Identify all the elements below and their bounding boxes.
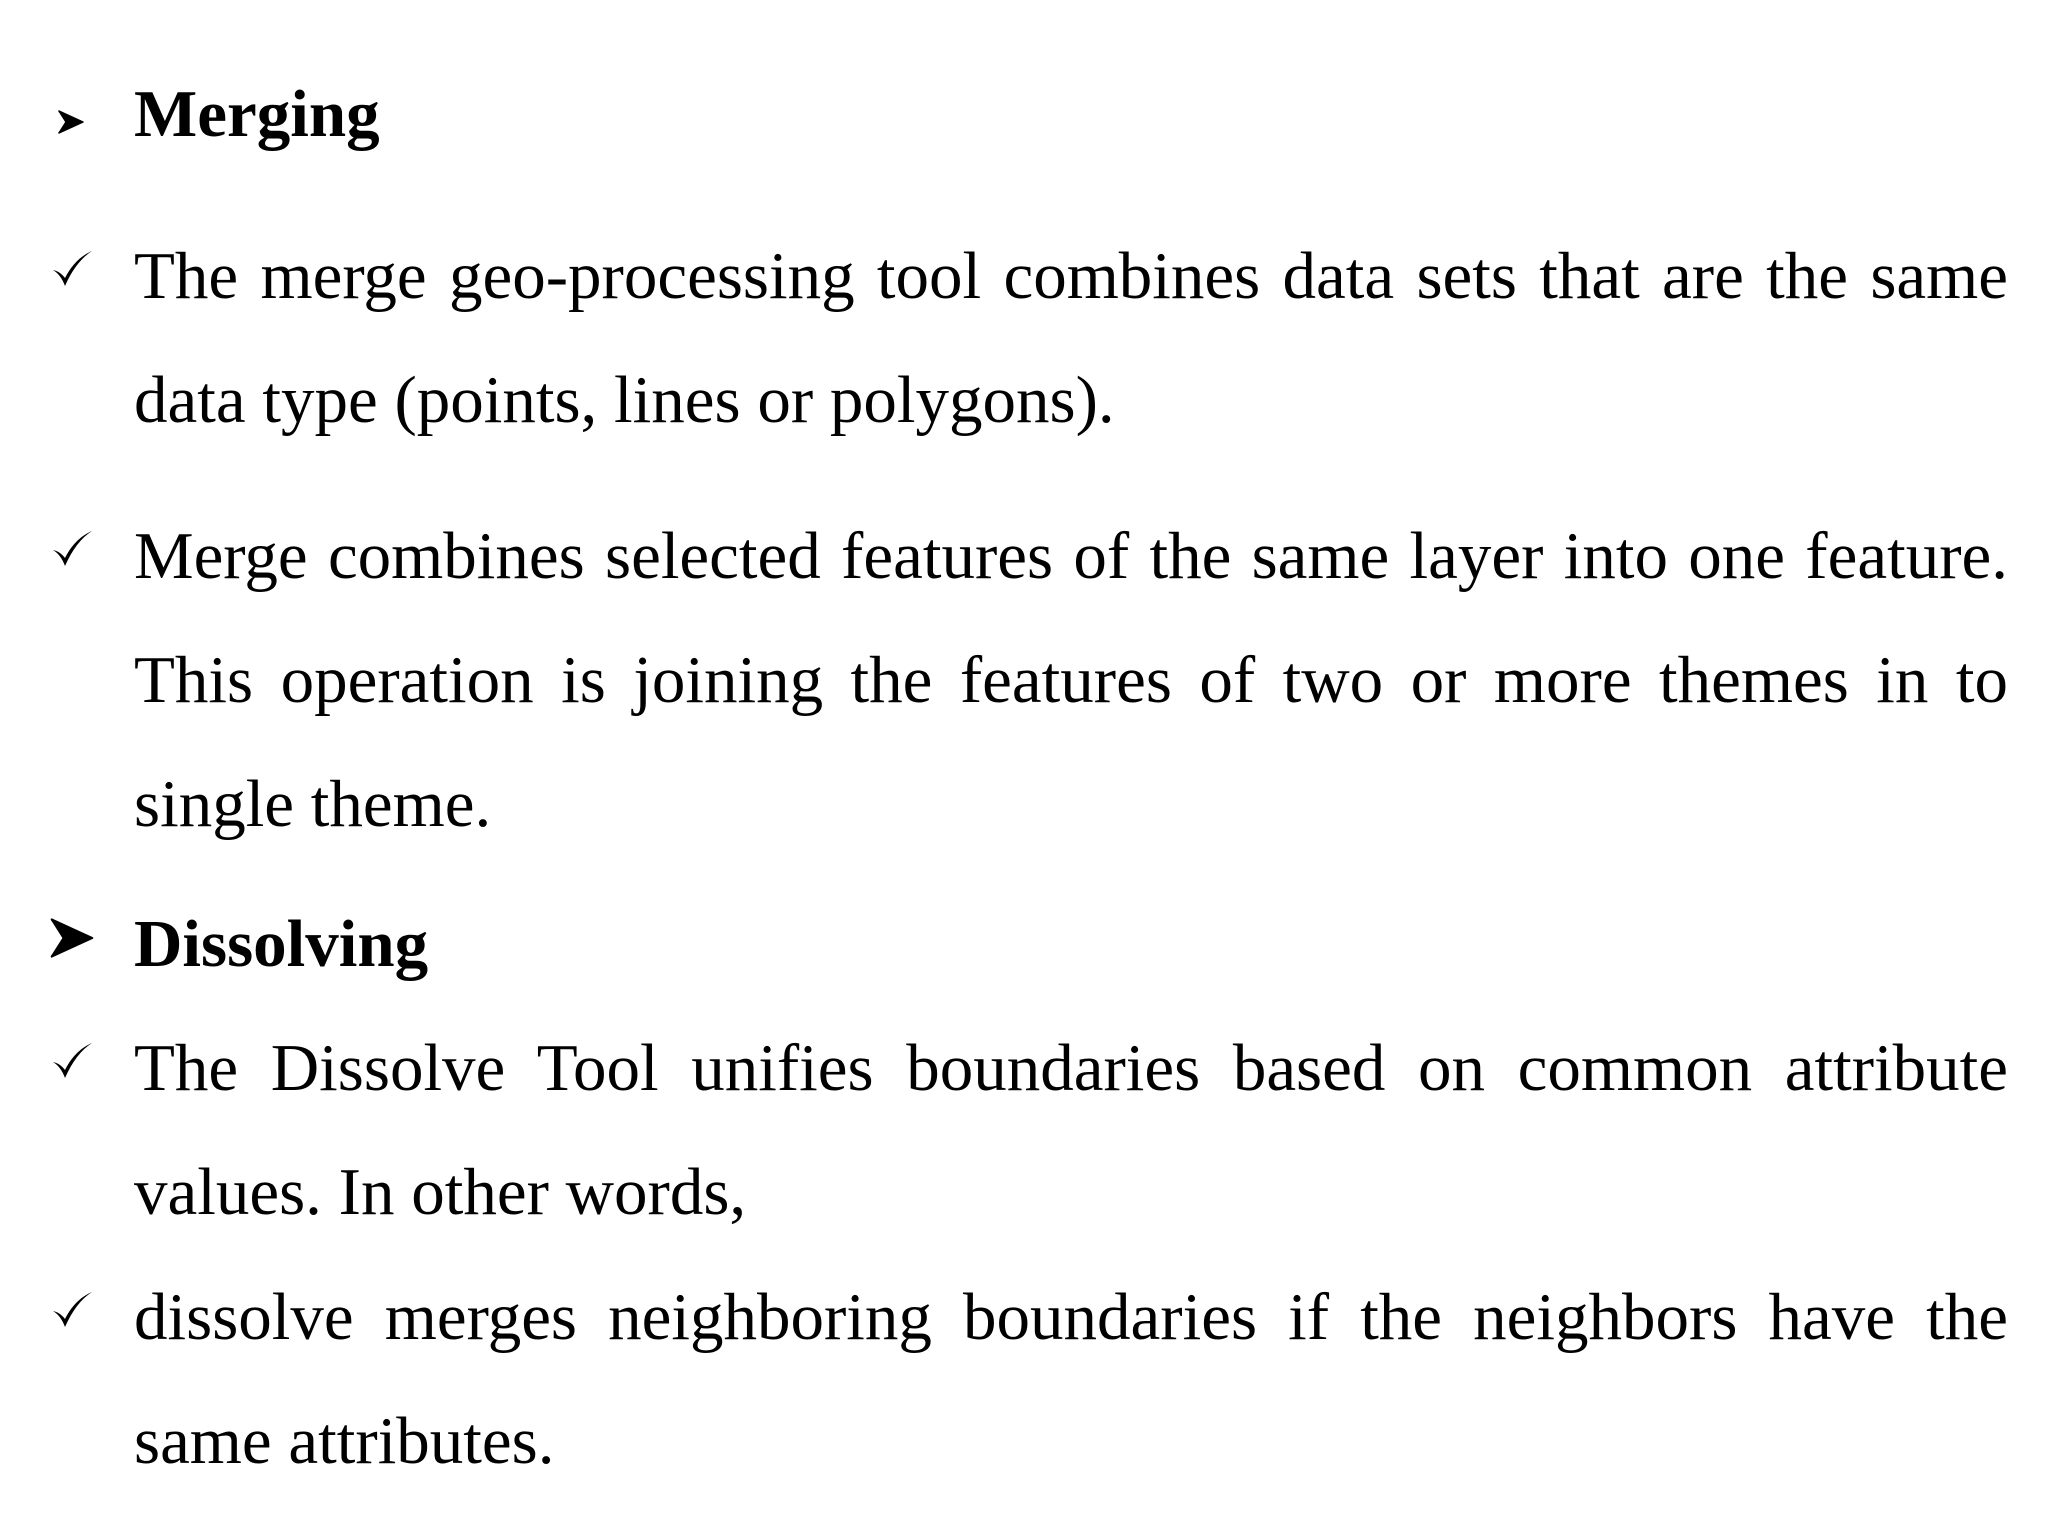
arrow-bullet-icon (58, 110, 84, 134)
heading-text: Merging (134, 77, 380, 151)
bullet-text: The Dissolve Tool unifies boundaries based on common attribute values. In other words, (134, 1031, 2008, 1229)
checkmark-icon (50, 528, 94, 572)
checkmark-icon (50, 1289, 94, 1333)
heading-text: Dissolving (134, 907, 429, 981)
bullet-text: dissolve merges neighboring boundaries if the neighbors have the same attributes. (134, 1280, 2008, 1478)
checkmark-icon (50, 1040, 94, 1084)
bullet-text: The merge geo-processing tool combines data sets that are the same data type (points, lines or polygons). (134, 239, 2008, 437)
checkmark-icon (50, 248, 94, 292)
arrow-bullet-icon (50, 916, 94, 960)
bullet-text: Merge combines selected features of the same layer into one feature. This operation is joining the features of two or more themes in to single theme. (134, 519, 2008, 841)
